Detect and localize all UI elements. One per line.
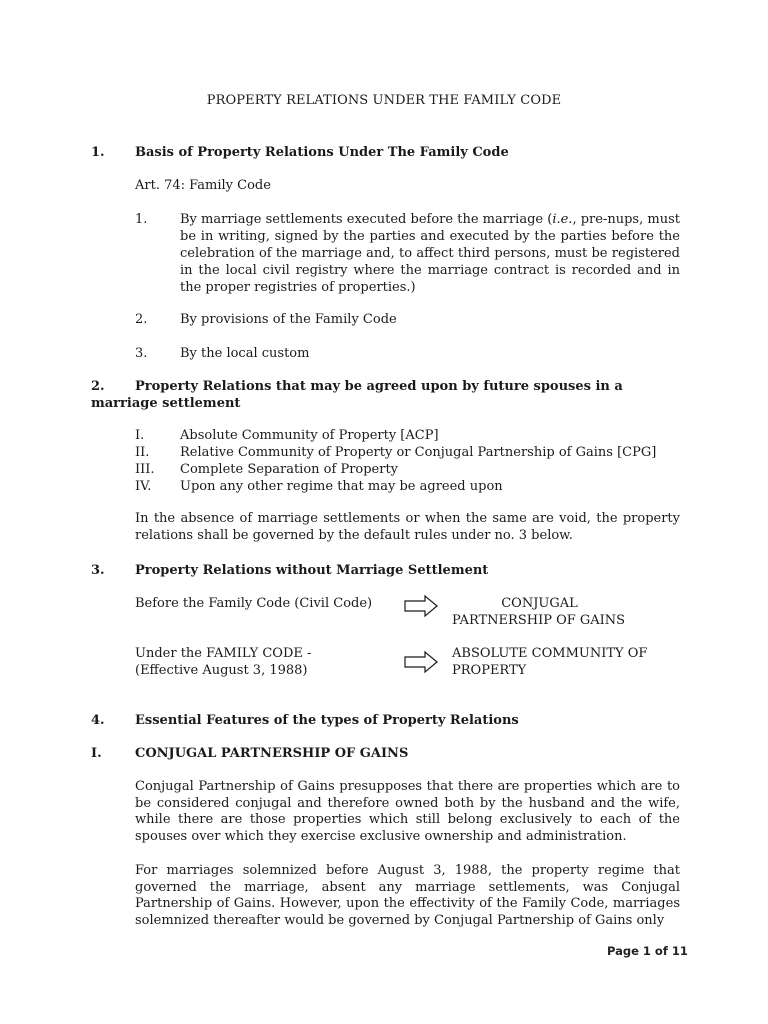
section-2-note: In the absence of marriage settlements or when the same are void, the property relations shall be governed by the default rules under no. 3 below. <box>135 511 680 543</box>
list-item-text: Complete Separation of Property <box>180 462 399 477</box>
row-1-left: Before the Family Code (Civil Code) <box>135 596 373 611</box>
section-4-heading: Essential Features of the types of Property Relations <box>135 713 519 728</box>
section-1-number: 1. <box>91 145 105 160</box>
section-I-number: I. <box>91 746 102 761</box>
section-1-item-2-text: By provisions of the Family Code <box>180 312 397 327</box>
section-1-item-2-number: 2. <box>135 312 148 327</box>
section-2-list <box>135 427 680 495</box>
row-1-right-line-2: PARTNERSHIP OF GAINS <box>452 613 626 628</box>
list-item-numeral: II. <box>135 445 150 460</box>
list-item-numeral: III. <box>135 462 155 477</box>
section-I-heading: CONJUGAL PARTNERSHIP OF GAINS <box>135 746 409 761</box>
section-1-item-1-number: 1. <box>135 212 148 227</box>
section-2-number: 2. <box>91 379 105 394</box>
arrow-right-icon <box>404 594 438 618</box>
row-2-right-line-1: ABSOLUTE COMMUNITY OF <box>452 646 648 661</box>
list-item-numeral: IV. <box>135 479 152 494</box>
section-I-paragraph-1: Conjugal Partnership of Gains presupposes that there are properties which are to be considered conjugal and therefore owned both by the husband and the wife, while there are those properties which still belong exclusively to each of the spouses over which they exercise exclusive ownership and administration. <box>135 779 680 844</box>
list-item <box>135 444 680 461</box>
section-1-item-1-text: By marriage settlements executed before the marriage (i.e., pre-nups, must be in writing, signed by the parties and executed by the parties before the celebration of the marriage and, to affect third persons, must be registered in the local civil registry where the marriage contract is recorded and in the proper registries of properties.) <box>180 212 680 295</box>
section-I-paragraph-2: For marriages solemnized before August 3, 1988, the property regime that governed the marriage, absent any marriage settlements, was Conjugal Partnership of Gains. However, upon the effectivity of the Family Code, marriages solemnized thereafter would be governed by Conjugal Partnership of Gains only <box>135 863 680 928</box>
list-item <box>135 427 680 444</box>
list-item-text: Upon any other regime that may be agreed upon <box>180 479 503 494</box>
section-1-item-3-number: 3. <box>135 346 148 361</box>
section-1-article: Art. 74: Family Code <box>135 178 271 193</box>
document-title: PROPERTY RELATIONS UNDER THE FAMILY CODE <box>206 93 562 108</box>
section-3-number: 3. <box>91 563 105 578</box>
row-1-right-line-1: CONJUGAL <box>501 596 578 611</box>
page-number: Page 1 of 11 <box>607 944 688 958</box>
section-1-heading: Basis of Property Relations Under The Family Code <box>135 145 509 160</box>
section-4-number: 4. <box>91 713 105 728</box>
list-item-numeral: I. <box>135 428 145 443</box>
list-item-text: Relative Community of Property or Conjugal Partnership of Gains [CPG] <box>180 445 657 460</box>
list-item-text: Absolute Community of Property [ACP] <box>180 428 439 443</box>
section-2-heading-line-2: marriage settlement <box>91 396 241 411</box>
row-2-right-line-2: PROPERTY <box>452 663 527 678</box>
arrow-right-icon <box>404 650 438 674</box>
section-1-item-3-text: By the local custom <box>180 346 310 361</box>
row-2-left-line-2: (Effective August 3, 1988) <box>135 663 308 678</box>
row-2-left-line-1: Under the FAMILY CODE - <box>135 646 312 661</box>
section-2-heading-line-1: Property Relations that may be agreed upon by future spouses in a <box>135 379 623 394</box>
list-item <box>135 461 680 478</box>
list-item <box>135 478 680 495</box>
section-3-heading: Property Relations without Marriage Settlement <box>135 563 489 578</box>
